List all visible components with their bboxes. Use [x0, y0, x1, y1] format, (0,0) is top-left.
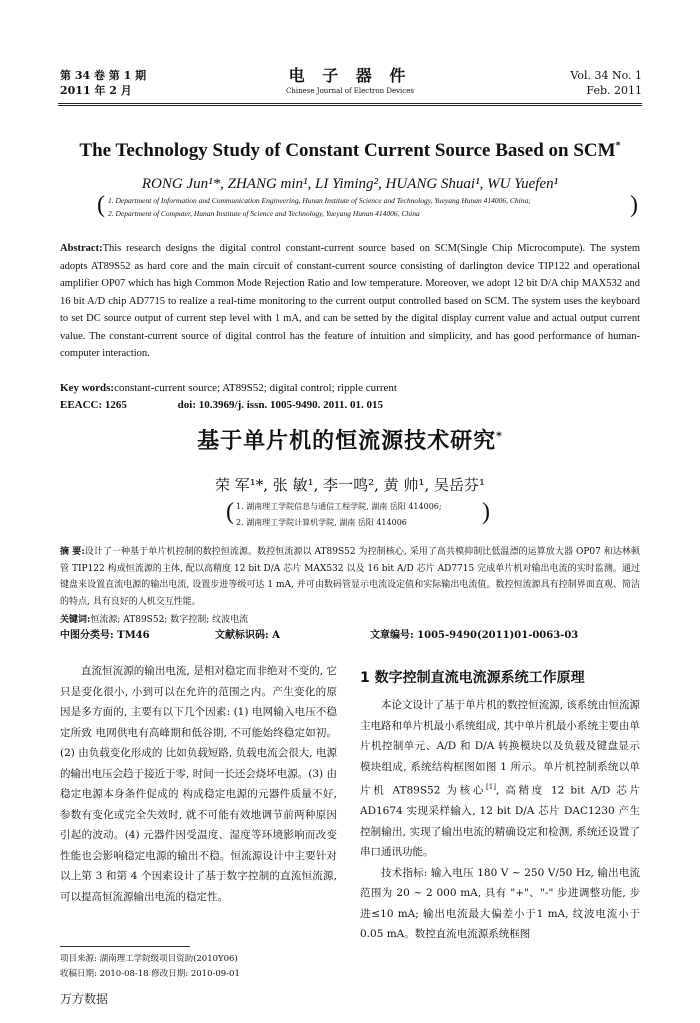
title-cn-text: 基于单片机的恒流源技术研究 [197, 429, 497, 454]
reference-citation: [1] [486, 783, 496, 791]
paper-title-en [58, 140, 642, 162]
affiliation-cn-2: 2. 湖南理工学院计算机学院, 湖南 岳阳 414006 [236, 518, 407, 527]
header-volume-en [570, 68, 642, 98]
abstract-cn-text: 设计了一种基于单片机控制的数控恒流源。数控恒流源以 AT89S52 为控制核心, 采用了高共模抑制比低温漂的运算放大器 OP07 和达林顿管 TIP122 构成恒流源的主体, 配以高精度 12 bit D/A 芯片 MAX532 以及 16 bit A/D 芯片 AD7715 完成单片机对输出电流的实时监测。通过键盘来设置直流电源的输出电流, 设置步进等级可达 1 mA, 并可由数码管显示电流设定值和实际输出电流值。数控恒流源具有控制界面直观、简洁的特点, 具有良好的人机交互性能。 [60, 547, 640, 607]
affiliations-cn [236, 499, 536, 531]
affiliation-cn-1: 1. 湖南理工学院信息与通信工程学院, 湖南 岳阳 414006; [236, 502, 442, 511]
footnote-rule [60, 946, 190, 947]
keywords-en-text: constant-current source; AT89S52; digital control; ripple current [114, 382, 397, 394]
affil-brace-left: ( [97, 192, 105, 218]
journal-name-cn: 电 子 器 件 [288, 66, 412, 85]
date-en: Feb. 2011 [586, 84, 642, 97]
paper-title-cn [58, 424, 642, 455]
affiliation-en-2: 2. Department of Computer, Hunan Institute of Science and Technology, Yueyang Hunan 414006, China [108, 209, 420, 218]
keywords-cn-label: 关键词: [60, 615, 91, 625]
footnote [60, 952, 360, 982]
clc-number: 中图分类号: TM46 [60, 630, 150, 641]
affiliations-en [108, 194, 638, 220]
body-right-column [360, 661, 640, 945]
volume-cn: 第 34 卷 第 1 期 [60, 69, 147, 82]
body-left-column: 直流恒流源的输出电流, 是相对稳定而非绝对不变的, 它只是变化很小, 小到可以在允许的范围之内。产生变化的原因是多方面的, 主要有以下几个因素: (1) 电网输入电压不稳定所致 电网供电有高峰期和低谷期, 不可能始终稳定如初。(2) 由负载变化形成的 比如负载短路, 负载电流会很大, 电源的输出电压会趋于接近于零, 时间一长还会烧坏电源。(3) 由稳定电源本身条件促成的 构成稳定电源的元器件质量不好, 参数有变化或完全失效时, 就不可能有效地调节前两种原因引起的波动。(4) 元器件因受温度、湿度等环境影响而改变性能也会影响稳定电源的输出不稳。恒流源设计中主要针对以上第 3 和第 4 个因素设计了基于数字控制的直流恒流源, 可以提高恒流源输出电流的稳定性。 [60, 665, 337, 903]
received-dates: 收稿日期: 2010-08-18 修改日期: 2010-09-01 [60, 969, 240, 979]
affil-cn-brace-right: ) [482, 499, 490, 525]
section-1-heading: 1 数字控制直流电流源系统工作原理 [360, 670, 585, 686]
section-1-para1-text: 本论文设计了基于单片机的数控恒流源, 该系统由恒流源主电路和单片机最小系统组成, 其中单片机最小系统主要由单片机控制单元、A/D 和 D/A 转换模块以及负载及键盘显示模块组成, 系统结构框图如图 1 所示。单片机控制系统以单片机 AT89S52 为核心 [360, 699, 640, 797]
header-journal [250, 66, 450, 96]
abstract-en [60, 240, 640, 363]
document-code: 文献标识码: A [215, 630, 280, 641]
affil-cn-brace-left: ( [226, 499, 234, 525]
journal-name-en: Chinese Journal of Electron Devices [286, 87, 414, 95]
title-en-text: The Technology Study of Constant Current Source Based on SCM [79, 140, 616, 161]
affiliation-en-1: 1. Department of Information and Communication Engineering, Hunan Institute of Science and Technology, Yueyang Hunan 414006, China; [108, 196, 531, 205]
article-number: 文章编号: 1005-9490(2011)01-0063-03 [370, 630, 579, 641]
watermark: 万方数据 [60, 992, 109, 1006]
authors-en: RONG Jun¹*, ZHANG min¹, LI Yiming², HUANG Shuai¹, WU Yuefen¹ [141, 176, 559, 192]
header-rule [58, 103, 642, 104]
header-volume [60, 68, 146, 98]
authors-cn: 荣 军¹*, 张 敏¹, 李一鸣², 黄 帅¹, 吴岳芬¹ [214, 476, 486, 494]
eeacc-code: EEACC: 1265 [60, 399, 127, 411]
title-cn-footnote-mark: * [496, 429, 503, 443]
keywords-cn-text: 恒流源; AT89S52; 数字控制; 纹波电流 [90, 615, 249, 625]
keywords-en-label: Key words: [60, 382, 115, 394]
section-1-paragraph-1 [360, 695, 640, 863]
keywords-cn [60, 612, 640, 628]
funding-note: 项目来源: 湖南理工学院级项目资助(2010Y06) [60, 954, 238, 964]
volume-en: Vol. 34 No. 1 [570, 69, 642, 82]
abstract-en-text: This research designs the digital control constant-current source based on SCM(Single Chip Microcompute). The system adopts AT89S52 as hard core and the main circuit of constant-current source consisting of darlington device TIP122 and operational amplifier OP07 which has high Common Mode Rejection Ratio and low temperature. Moreover, we adopt 12 bit D/A chip MAX532 and 16 bit A/D chip AD7715 to realize a real-time monitoring to the current output controlled based on SCM. The system uses the keyboard to set DC source output of current step level with 1 mA, and can be setted by the digital display current value and actual output current value. The constant-current source of digital control has the feature of intuition and simplicity, and has good performance of human-computer interaction. [60, 243, 640, 359]
section-1-paragraph-2: 技术指标: 输入电压 180 V ~ 250 V/50 Hz, 输出电流范围为 20 ~ 2 000 mA, 具有 "+"、"-" 步进调整功能, 步进≤10 mA; 输出电流最大偏差小于1 mA, 纹波电流小于 0.05 mA。数控直流电流源系统框图 [360, 866, 640, 940]
affil-brace-right: ) [630, 192, 638, 218]
doi: doi: 10.3969/j. issn. 1005-9490. 2011. 01. 015 [177, 399, 384, 411]
title-en-footnote-mark: * [615, 140, 621, 152]
section-1-para1-tail: , 高精度 12 bit A/D 芯片 AD1674 实现采样输入, 12 bit D/A 芯片 DAC1230 产生控制输出, 实现了输出电流的精确设定和检测, 系统还设置了串口通讯功能。 [360, 784, 640, 858]
abstract-cn [60, 544, 640, 610]
keywords-en [60, 380, 640, 396]
header-rule-secondary [58, 105, 642, 106]
abstract-en-label: Abstract: [60, 243, 103, 254]
date-cn: 2011 年 2 月 [60, 84, 132, 97]
abstract-cn-label: 摘 要: [60, 547, 85, 557]
eeacc-row [60, 397, 640, 413]
